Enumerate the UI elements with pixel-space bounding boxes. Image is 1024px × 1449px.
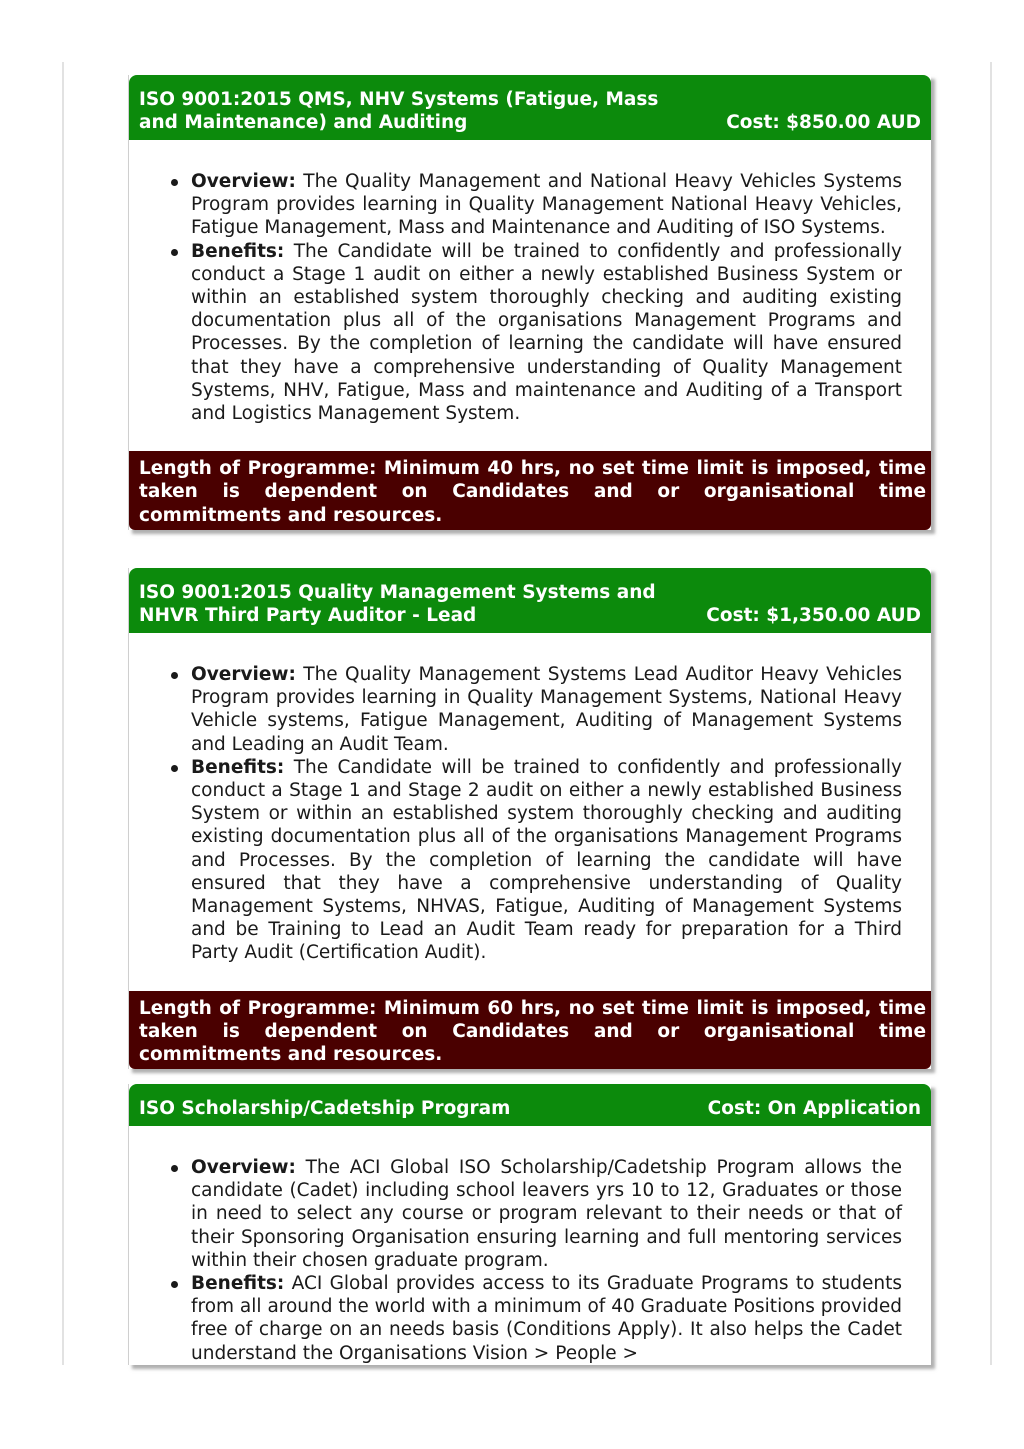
card-header: [129, 75, 931, 140]
card-body: [129, 633, 931, 991]
benefits-text: The Candidate will be trained to confidently and professionally conduct a Stage 1 and Stage 2 audit on either a newly established Business System or within an established system thoroughly checking and auditing existing documentation plus all of the organisations Management Programs and Processes. By the completion of learning the candidate will have ensured that they have a comprehensive understanding of Quality Management Systems, NHVAS, Fatigue, Auditing of Management Systems and be Training to Lead an Audit Team ready for preparation for a Third Party Audit (Certification Audit).: [191, 756, 902, 964]
benefits-text: The Candidate will be trained to confidently and professionally conduct a Stage 1 audit on either a newly established Business System or within an established system thoroughly checking and auditing existing documentation plus all of the organisations Management Programs and Processes. By the completion of learning the candidate will have ensured that they have a comprehensive understanding of Quality Management Systems, NHV, Fatigue, Mass and maintenance and Auditing of a Transport and Logistics Management System.: [191, 240, 902, 425]
benefits-item: [191, 756, 902, 965]
benefits-item: [191, 240, 902, 426]
benefits-text: ACI Global provides access to its Graduate Programs to students from all around the world with a minimum of 40 Graduate Positions provided free of charge on an needs basis (Conditions Apply). It also helps the Cadet understand the Organisations Vision > People >: [191, 1273, 902, 1364]
benefits-label: Benefits:: [191, 1273, 285, 1295]
overview-text: The Quality Management and National Heavy Vehicles Systems Program provides learning in Quality Management National Heavy Vehicles, Fatigue Management, Mass and Maintenance and Auditing of ISO Systems.: [191, 171, 902, 239]
program-card-qms-lead-auditor: [128, 568, 931, 1069]
overview-item: [191, 1156, 902, 1272]
overview-text: The Quality Management Systems Lead Auditor Heavy Vehicles Program provides learning in Quality Management Systems, National Heavy Vehicle systems, Fatigue Management, Auditing of Management Systems and Leading an Audit Team.: [191, 664, 902, 755]
programme-length: Length of Programme: Minimum 40 hrs, no set time limit is imposed, time taken is dependent on Candidates and or organisational time commitments and resources.: [129, 451, 931, 530]
program-card-qms-nhv-auditing: [128, 75, 931, 530]
overview-text: The ACI Global ISO Scholarship/Cadetship Program allows the candidate (Cadet) including school leavers yrs 10 to 12, Graduates or those in need to select any course or program relevant to their needs or that of their Sponsoring Organisation ensuring learning and full mentoring services within their chosen graduate program.: [191, 1157, 902, 1271]
program-cost: Cost: $1,350.00 AUD: [706, 605, 921, 626]
card-header: [129, 1084, 931, 1126]
program-details-list: [191, 170, 902, 425]
card-body: [129, 1126, 931, 1365]
overview-item: [191, 170, 902, 240]
programme-length: Length of Programme: Minimum 60 hrs, no set time limit is imposed, time taken is dependent on Candidates and or organisational time commitments and resources.: [129, 991, 931, 1070]
benefits-label: Benefits:: [191, 240, 285, 262]
overview-item: [191, 663, 902, 756]
program-details-list: [191, 1156, 902, 1365]
overview-label: Overview:: [191, 171, 296, 192]
overview-label: Overview:: [191, 1157, 296, 1178]
program-title: ISO 9001:2015 QMS, NHV Systems (Fatigue, Mass and Maintenance) and Auditing: [139, 89, 659, 133]
benefits-label: Benefits:: [191, 756, 285, 778]
benefits-item: [191, 1272, 902, 1365]
program-cost: Cost: On Application: [707, 1098, 921, 1119]
overview-label: Overview:: [191, 664, 296, 685]
program-cost: Cost: $850.00 AUD: [726, 112, 921, 133]
program-details-list: [191, 663, 902, 965]
card-header: [129, 568, 931, 633]
program-card-scholarship-cadetship: [128, 1084, 931, 1365]
card-body: [129, 140, 931, 451]
page-left-rule: [62, 62, 64, 1365]
page-right-rule: [990, 62, 992, 1365]
program-title: ISO Scholarship/Cadetship Program: [139, 1098, 511, 1119]
program-title: ISO 9001:2015 Quality Management Systems and NHVR Third Party Auditor - Lead: [139, 582, 656, 626]
